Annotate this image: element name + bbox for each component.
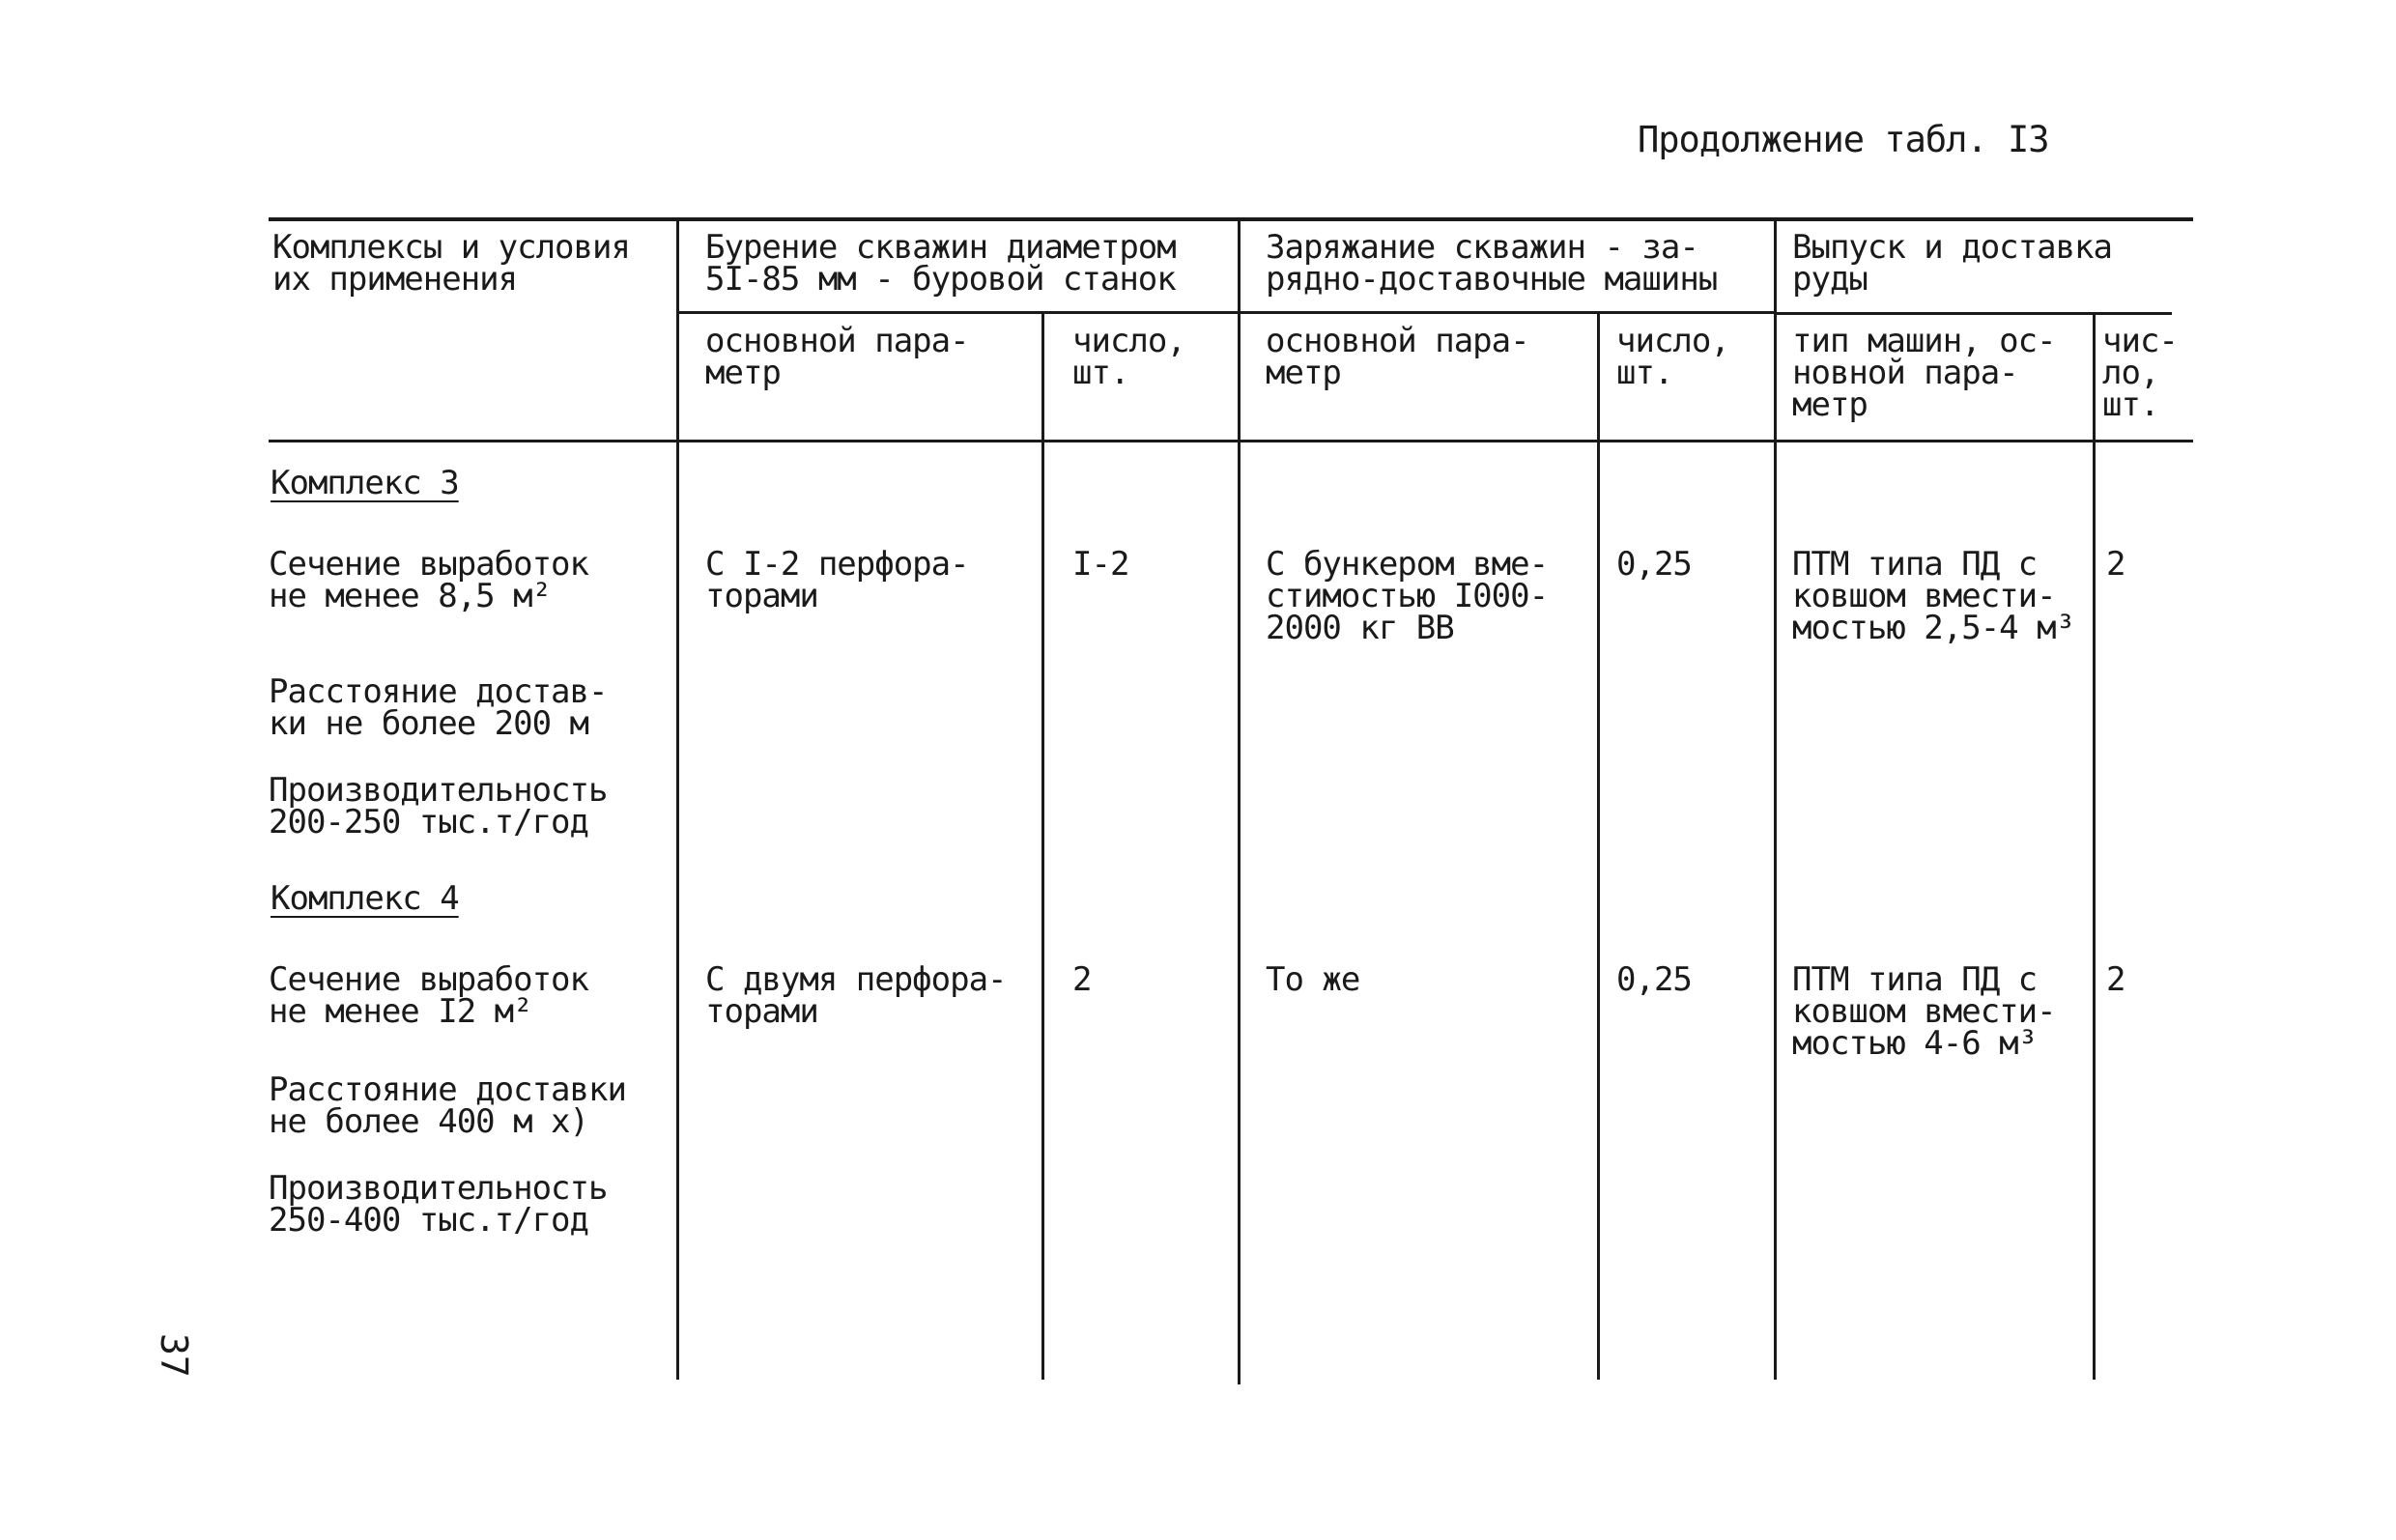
header-charging-count: число, шт.: [1616, 322, 1729, 392]
col-divider-1: [676, 220, 679, 1380]
complex-4-charging-count: 0,25: [1616, 960, 1692, 999]
page-number: 37: [153, 1333, 195, 1378]
complex-3-drilling-count: I-2: [1072, 545, 1129, 584]
complex-3-charging-param: С бункером вме- стимостью I000- 2000 кг ВВ: [1266, 545, 1549, 647]
table-caption: Продолжение табл. I3: [1638, 119, 2049, 160]
complex-3-section: Сечение выработок не менее 8,5 м²: [269, 545, 588, 615]
complex-3-delivery-count: 2: [2106, 545, 2125, 584]
complex-4-delivery-type: ПТМ типа ПД с ковшом вмести- мостью 4-6 м³: [1792, 960, 2056, 1063]
complex-4-distance: Расстояние доставки не более 400 м x): [269, 1070, 626, 1141]
delivery-subheader-rule: [1776, 312, 2172, 315]
complex-4-drilling-param: С двумя перфора- торами: [705, 960, 1007, 1031]
header-charging: Заряжание скважин - за- рядно-доставочные машины: [1266, 228, 1718, 299]
col-divider-5: [1774, 220, 1777, 1380]
col-divider-6: [2093, 312, 2096, 1380]
complex-4-delivery-count: 2: [2106, 960, 2125, 999]
complex-4-productivity: Производительность 250-400 тыс.т/год: [269, 1169, 608, 1240]
header-charging-param: основной пара- метр: [1266, 322, 1529, 392]
header-drilling-param: основной пара- метр: [705, 322, 969, 392]
complex-4-section: Сечение выработок не менее I2 м²: [269, 960, 588, 1031]
complex-4-drilling-count: 2: [1072, 960, 1092, 999]
header-bottom-rule: [269, 440, 2193, 442]
complex-3-distance: Расстояние достав- ки не более 200 м: [269, 672, 608, 743]
col-divider-4: [1597, 312, 1600, 1380]
header-delivery: Выпуск и доставка руды: [1792, 228, 2112, 299]
header-complexes: Комплексы и условия их применения: [272, 228, 630, 299]
col-divider-2: [1041, 312, 1044, 1380]
table-top-rule: [269, 217, 2193, 221]
header-drilling-count: число, шт.: [1072, 322, 1185, 392]
complex-3-delivery-type: ПТМ типа ПД с ковшом вмести- мостью 2,5-4 м³: [1792, 545, 2075, 647]
complex-3-drilling-param: С I-2 перфора- торами: [705, 545, 969, 615]
complex-3-charging-count: 0,25: [1616, 545, 1692, 584]
complex-3-productivity: Производительность 200-250 тыс.т/год: [269, 771, 608, 841]
header-delivery-count: чис- ло, шт.: [2102, 322, 2178, 424]
complex-4-title: Комплекс 4: [271, 879, 459, 918]
complex-3-title: Комплекс 3: [271, 464, 459, 502]
complex-4-charging-param: То же: [1266, 960, 1360, 999]
col-divider-3: [1238, 220, 1241, 1384]
header-delivery-type: тип машин, ос- новной пара- метр: [1792, 322, 2056, 424]
subheader-rule: [679, 311, 1776, 314]
header-drilling: Бурение скважин диаметром 5I-85 мм - буровой станок: [705, 228, 1176, 299]
